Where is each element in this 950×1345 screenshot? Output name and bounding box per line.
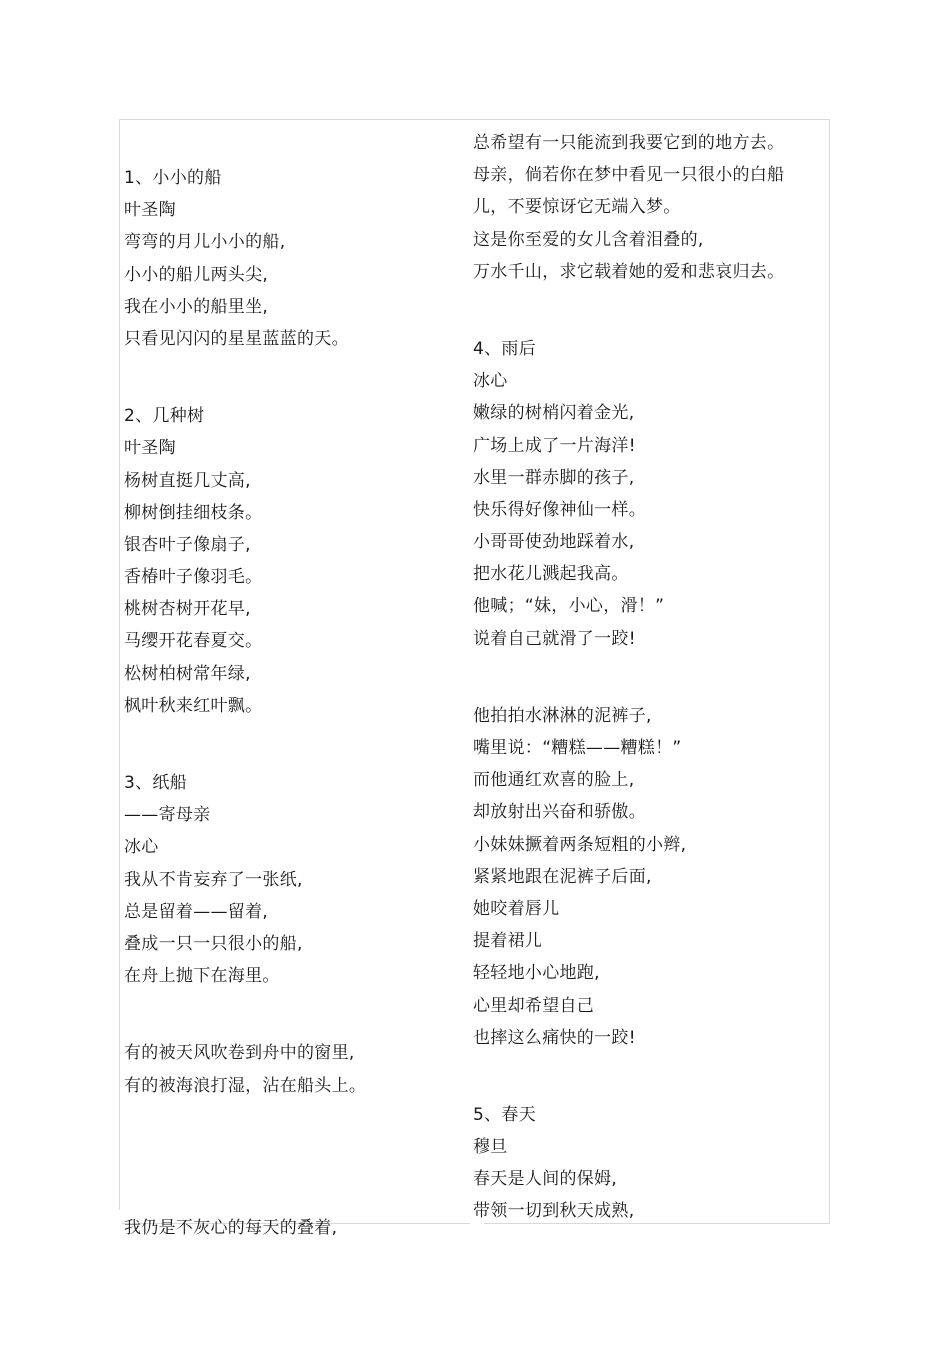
poem-title: 1、小小的船 <box>124 168 222 188</box>
poem-line: 却放射出兴奋和骄傲。 <box>473 802 646 823</box>
spacer <box>473 655 813 700</box>
poem-line: 这是你至爱的女儿含着泪叠的, <box>473 229 704 250</box>
poem-title: 4、雨后 <box>473 338 537 359</box>
poem-line: 嫩绿的树梢闪着金光, <box>473 403 635 424</box>
poem-line: 也摔这么痛快的一跤! <box>473 1027 636 1048</box>
poem-title: 5、春天 <box>473 1104 537 1125</box>
poem-line: 万水千山，求它载着她的爱和悲哀归去。 <box>473 261 785 282</box>
poem-author: 叶圣陶 <box>124 200 176 221</box>
poem-line: 她咬着唇儿 <box>473 898 560 919</box>
spacer <box>124 722 464 767</box>
poem-line: 小妹妹撅着两条短粗的小辫, <box>473 834 687 855</box>
poem-title: 2、几种树 <box>124 406 205 427</box>
poem-line: 有的被天风吹卷到舟中的窗里, <box>124 1043 355 1064</box>
poem-line: 把水花儿溅起我高。 <box>473 564 629 585</box>
poem-title: 3、纸船 <box>124 773 188 793</box>
poem-line: 叠成一只一只很小的船, <box>124 933 303 954</box>
poem-line: 广场上成了一片海洋! <box>473 435 636 456</box>
frame-break <box>118 1210 122 1226</box>
poem-line: 我仍是不灰心的每天的叠着, <box>124 1217 338 1238</box>
poem-line: 心里却希望自己 <box>473 995 595 1016</box>
poem-line: 我从不肯妄弃了一张纸, <box>124 869 303 890</box>
poem-author: 冰心 <box>473 371 508 392</box>
poem-line: 松树柏树常年绿, <box>124 663 251 684</box>
poem-line: 而他通红欢喜的脸上, <box>473 770 635 791</box>
left-column <box>124 162 464 1244</box>
poem-line: 小小的船儿两头尖, <box>124 264 269 285</box>
poem-author: 叶圣陶 <box>124 438 176 459</box>
poem-line: 嘴里说：“糟糕——糟糕！” <box>473 738 682 758</box>
poem-line: 我在小小的船里坐, <box>124 296 269 317</box>
poem-line: 提着裙儿 <box>473 931 543 952</box>
poem-author: 穆旦 <box>473 1137 508 1158</box>
poem-line: 水里一群赤脚的孩子, <box>473 467 635 488</box>
poem-line: 快乐得好像神仙一样。 <box>473 499 646 520</box>
poem-line: 银杏叶子像扇子, <box>124 534 251 555</box>
spacer <box>473 288 813 333</box>
poem-line: 母亲，倘若你在梦中看见一只很小的白船 <box>473 165 785 186</box>
spacer <box>124 992 464 1037</box>
poem-line: 弯弯的月儿小小的船, <box>124 232 286 253</box>
poem-line: 在舟上抛下在海里。 <box>124 966 280 987</box>
poem-line: 只看见闪闪的星星蓝蓝的天。 <box>124 328 349 349</box>
poem-line: 总希望有一只能流到我要它到的地方去。 <box>473 133 785 153</box>
spacer <box>124 1102 464 1212</box>
poem-line: 马缨开花春夏交。 <box>124 631 263 652</box>
poem-line: 柳树倒挂细枝条。 <box>124 502 263 523</box>
poem-line: 春天是人间的保姆, <box>473 1169 618 1190</box>
poem-line: 儿，不要惊讶它无端入梦。 <box>473 197 681 218</box>
poem-line: 紧紧地跟在泥裤子后面, <box>473 866 652 887</box>
right-column <box>473 127 813 1228</box>
poem-line: 枫叶秋来红叶飘。 <box>124 695 263 716</box>
poem-line: 说着自己就滑了一跤! <box>473 628 636 649</box>
poem-subtitle: ——寄母亲 <box>124 805 211 826</box>
poem-line: 总是留着——留着, <box>124 901 269 922</box>
poem-line: 他喊；“妹，小心，滑！” <box>473 596 665 617</box>
poem-line: 杨树直挺几丈高, <box>124 470 251 491</box>
poem-line: 有的被海浪打湿，沾在船头上。 <box>124 1075 367 1096</box>
poem-line: 他拍拍水淋淋的泥裤子, <box>473 705 652 726</box>
poem-line: 带领一切到秋天成熟, <box>473 1201 635 1222</box>
poem-line: 小哥哥使劲地踩着水, <box>473 532 635 553</box>
poem-author: 冰心 <box>124 837 159 858</box>
poem-line: 桃树杏树开花早, <box>124 599 251 620</box>
spacer <box>473 1054 813 1099</box>
poem-line: 香椿叶子像羽毛。 <box>124 567 263 588</box>
poem-line: 轻轻地小心地跑, <box>473 963 600 984</box>
spacer <box>124 355 464 400</box>
